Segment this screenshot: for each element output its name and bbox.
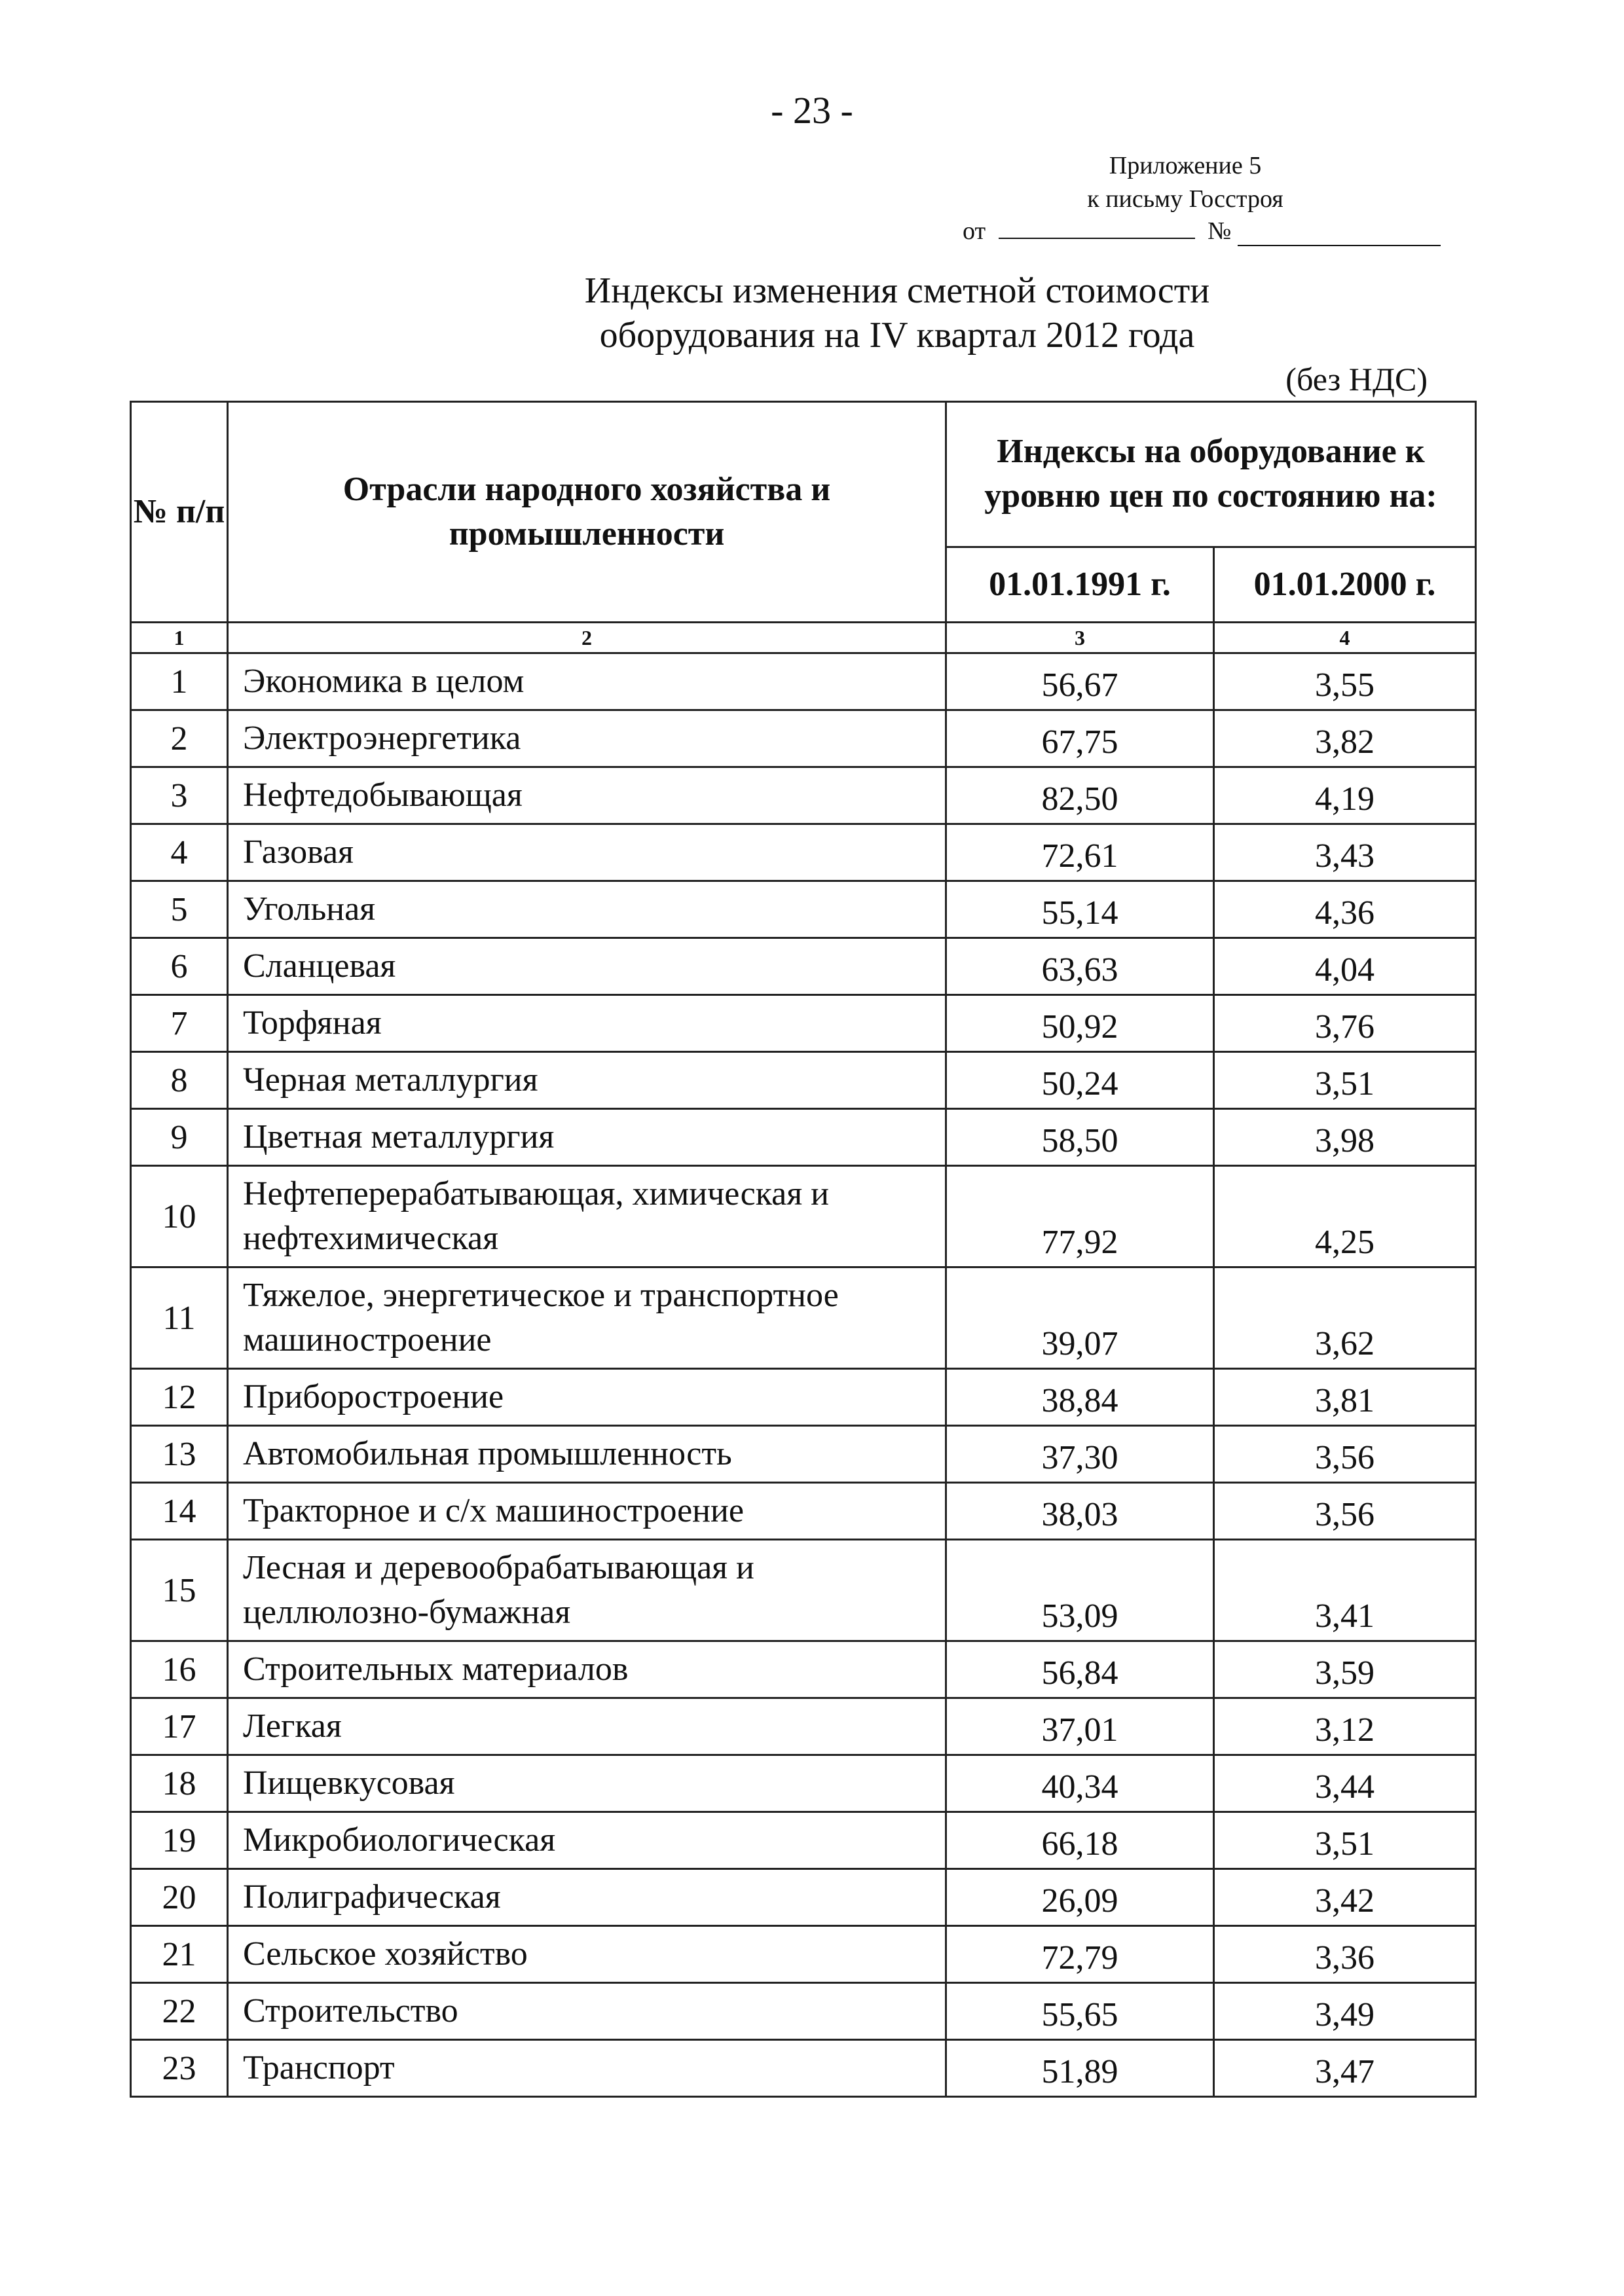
document-title — [341, 268, 1454, 357]
index-2000-value: 3,41 — [1214, 1540, 1476, 1641]
page-number: - 23 - — [771, 89, 853, 132]
table-row — [131, 767, 1476, 824]
index-1991-value: 55,65 — [946, 1983, 1214, 2040]
table-row — [131, 1983, 1476, 2040]
index-2000-value: 4,36 — [1214, 881, 1476, 938]
number-blank — [1238, 220, 1441, 246]
industry-name: Строительных материалов — [228, 1641, 946, 1698]
industry-name: Нефтедобывающая — [228, 767, 946, 824]
table-row — [131, 1426, 1476, 1483]
table-row — [131, 995, 1476, 1052]
industry-name: Легкая — [228, 1698, 946, 1755]
index-2000-value: 4,04 — [1214, 938, 1476, 995]
table-row — [131, 881, 1476, 938]
header-date-1991: 01.01.1991 г. — [946, 547, 1214, 622]
row-number: 19 — [131, 1812, 228, 1869]
column-number-3: 3 — [946, 623, 1214, 653]
index-2000-value: 3,59 — [1214, 1641, 1476, 1698]
row-number: 15 — [131, 1540, 228, 1641]
industry-name: Черная металлургия — [228, 1052, 946, 1109]
industry-name: Полиграфическая — [228, 1869, 946, 1926]
table-row — [131, 1166, 1476, 1267]
index-2000-value: 3,44 — [1214, 1755, 1476, 1812]
index-2000-value: 3,51 — [1214, 1052, 1476, 1109]
table-row — [131, 824, 1476, 881]
indices-table — [130, 401, 1477, 2098]
row-number: 16 — [131, 1641, 228, 1698]
table-row — [131, 1267, 1476, 1369]
row-number: 18 — [131, 1755, 228, 1812]
index-1991-value: 67,75 — [946, 710, 1214, 767]
table-body — [131, 653, 1476, 2097]
index-1991-value: 40,34 — [946, 1755, 1214, 1812]
title-line-1: Индексы изменения сметной стоимости — [584, 270, 1210, 311]
column-number-4: 4 — [1214, 623, 1476, 653]
table-row — [131, 1926, 1476, 1983]
index-2000-value: 3,47 — [1214, 2040, 1476, 2097]
index-1991-value: 72,79 — [946, 1926, 1214, 1983]
index-1991-value: 82,50 — [946, 767, 1214, 824]
industry-name: Приборостроение — [228, 1369, 946, 1426]
index-1991-value: 38,84 — [946, 1369, 1214, 1426]
industry-name: Сельское хозяйство — [228, 1926, 946, 1983]
industry-name: Тяжелое, энергетическое и транспортное машиностроение — [228, 1267, 946, 1369]
index-1991-value: 77,92 — [946, 1166, 1214, 1267]
row-number: 7 — [131, 995, 228, 1052]
row-number: 9 — [131, 1109, 228, 1166]
index-1991-value: 66,18 — [946, 1812, 1214, 1869]
column-number-2: 2 — [228, 623, 946, 653]
industry-name: Газовая — [228, 824, 946, 881]
index-1991-value: 55,14 — [946, 881, 1214, 938]
row-number: 23 — [131, 2040, 228, 2097]
index-1991-value: 51,89 — [946, 2040, 1214, 2097]
row-number: 8 — [131, 1052, 228, 1109]
table-row — [131, 2040, 1476, 2097]
appendix-reference-line — [963, 213, 1441, 246]
table-row — [131, 1540, 1476, 1641]
row-number: 1 — [131, 653, 228, 710]
index-2000-value: 4,19 — [1214, 767, 1476, 824]
header-date-2000: 01.01.2000 г. — [1214, 547, 1476, 622]
index-1991-value: 50,24 — [946, 1052, 1214, 1109]
table-row — [131, 1755, 1476, 1812]
industry-name: Транспорт — [228, 2040, 946, 2097]
index-1991-value: 53,09 — [946, 1540, 1214, 1641]
row-number: 14 — [131, 1483, 228, 1540]
index-2000-value: 3,81 — [1214, 1369, 1476, 1426]
index-1991-value: 37,30 — [946, 1426, 1214, 1483]
industry-name: Торфяная — [228, 995, 946, 1052]
index-2000-value: 3,36 — [1214, 1926, 1476, 1983]
industry-name: Нефтеперерабатывающая, химическая и нефтехимическая — [228, 1166, 946, 1267]
table-row — [131, 710, 1476, 767]
appendix-block — [956, 149, 1414, 216]
table-row — [131, 1641, 1476, 1698]
industry-name: Экономика в целом — [228, 653, 946, 710]
table-row — [131, 1812, 1476, 1869]
index-2000-value: 3,62 — [1214, 1267, 1476, 1369]
index-1991-value: 26,09 — [946, 1869, 1214, 1926]
index-1991-value: 50,92 — [946, 995, 1214, 1052]
row-number: 21 — [131, 1926, 228, 1983]
number-label: № — [1208, 217, 1232, 245]
industry-name: Лесная и деревообрабатывающая и целлюлозно-бумажная — [228, 1540, 946, 1641]
index-1991-value: 72,61 — [946, 824, 1214, 881]
table-row — [131, 1869, 1476, 1926]
table-row — [131, 1369, 1476, 1426]
row-number: 2 — [131, 710, 228, 767]
table-row — [131, 1052, 1476, 1109]
industry-name: Угольная — [228, 881, 946, 938]
row-number: 20 — [131, 1869, 228, 1926]
index-2000-value: 3,55 — [1214, 653, 1476, 710]
industry-name: Строительство — [228, 1983, 946, 2040]
industry-name: Электроэнергетика — [228, 710, 946, 767]
industry-name: Цветная металлургия — [228, 1109, 946, 1166]
appendix-subtitle: к письму Госстроя — [1087, 185, 1283, 213]
row-number: 17 — [131, 1698, 228, 1755]
table-row — [131, 653, 1476, 710]
table-row — [131, 938, 1476, 995]
row-number: 3 — [131, 767, 228, 824]
table-row — [131, 1698, 1476, 1755]
row-number: 11 — [131, 1267, 228, 1369]
index-1991-value: 63,63 — [946, 938, 1214, 995]
title-line-2: оборудования на IV квартал 2012 года — [599, 315, 1195, 355]
index-2000-value: 3,51 — [1214, 1812, 1476, 1869]
industry-name: Микробиологическая — [228, 1812, 946, 1869]
index-2000-value: 3,12 — [1214, 1698, 1476, 1755]
industry-name: Тракторное и с/х машиностроение — [228, 1483, 946, 1540]
appendix-title: Приложение 5 — [1109, 152, 1262, 179]
from-label: от — [963, 217, 986, 245]
index-2000-value: 3,98 — [1214, 1109, 1476, 1166]
header-industry: Отрасли народного хозяйства и промышленности — [228, 402, 946, 623]
industry-name: Автомобильная промышленность — [228, 1426, 946, 1483]
index-2000-value: 3,56 — [1214, 1426, 1476, 1483]
row-number: 4 — [131, 824, 228, 881]
row-number: 10 — [131, 1166, 228, 1267]
vat-note: (без НДС) — [1285, 361, 1428, 397]
table-row — [131, 1109, 1476, 1166]
row-number: 12 — [131, 1369, 228, 1426]
table-row — [131, 1483, 1476, 1540]
column-number-1: 1 — [131, 623, 228, 653]
header-number: № п/п — [131, 402, 228, 623]
index-2000-value: 3,82 — [1214, 710, 1476, 767]
index-2000-value: 3,42 — [1214, 1869, 1476, 1926]
industry-name: Пищевкусовая — [228, 1755, 946, 1812]
industry-name: Сланцевая — [228, 938, 946, 995]
index-2000-value: 3,49 — [1214, 1983, 1476, 2040]
index-2000-value: 4,25 — [1214, 1166, 1476, 1267]
index-2000-value: 3,76 — [1214, 995, 1476, 1052]
index-2000-value: 3,56 — [1214, 1483, 1476, 1540]
header-indices: Индексы на оборудование к уровню цен по состоянию на: — [946, 402, 1476, 547]
index-1991-value: 37,01 — [946, 1698, 1214, 1755]
index-1991-value: 38,03 — [946, 1483, 1214, 1540]
date-blank — [999, 213, 1195, 239]
index-1991-value: 56,84 — [946, 1641, 1214, 1698]
index-1991-value: 58,50 — [946, 1109, 1214, 1166]
index-2000-value: 3,43 — [1214, 824, 1476, 881]
row-number: 5 — [131, 881, 228, 938]
row-number: 13 — [131, 1426, 228, 1483]
index-1991-value: 39,07 — [946, 1267, 1214, 1369]
row-number: 22 — [131, 1983, 228, 2040]
index-1991-value: 56,67 — [946, 653, 1214, 710]
row-number: 6 — [131, 938, 228, 995]
